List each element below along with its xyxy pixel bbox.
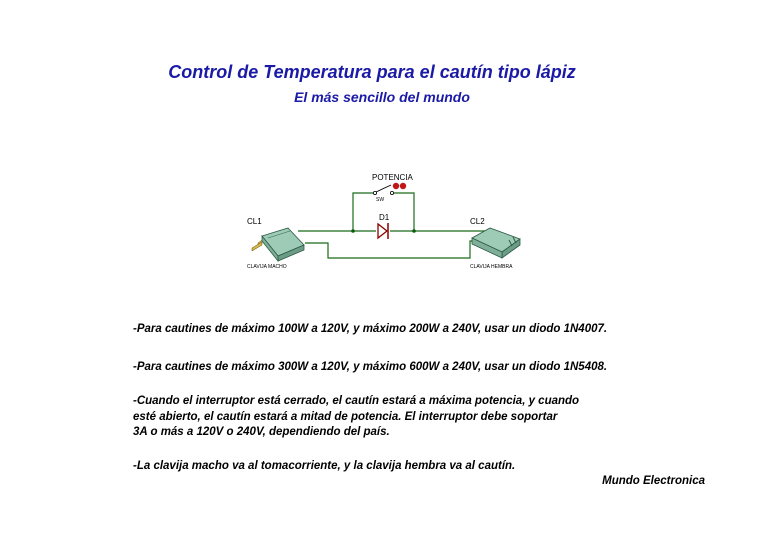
page-subtitle: El más sencillo del mundo: [294, 89, 470, 105]
switch-knob-icon: [393, 183, 399, 189]
switch-label: POTENCIA: [372, 173, 413, 182]
page-title: Control de Temperatura para el cautín tipo lápiz: [168, 62, 576, 82]
junction-node-right: [412, 229, 416, 233]
female-plug-icon: [472, 228, 520, 258]
note-switch-line-1: -Cuando el interruptor está cerrado, el cautín estará a máxima potencia, y cuando: [133, 395, 580, 407]
plug-female-caption: CLAVIJA HEMBRA: [470, 264, 513, 270]
note-switch-line-2: esté abierto, el cautín estará a mitad de potencia. El interruptor debe soportar: [133, 410, 558, 423]
plug-male-ref: CL1: [247, 217, 262, 226]
switch-sublabel: SW: [376, 197, 385, 203]
switch-knob-icon: [400, 183, 406, 189]
junction-node-left: [351, 229, 355, 233]
note-diode-1n4007: -Para cautines de máximo 100W a 120V, y máximo 200W a 240V, usar un diodo 1N4007.: [133, 323, 608, 335]
plug-male-caption: CLAVIJA MACHO: [247, 264, 287, 270]
author-signature: Mundo Electronica: [602, 475, 705, 487]
diode-d1-symbol: [378, 223, 388, 239]
note-diode-1n5408: -Para cautines de máximo 300W a 120V, y máximo 600W a 240V, usar un diodo 1N5408.: [133, 361, 608, 373]
note-plug-usage: -La clavija macho va al tomacorriente, y la clavija hembra va al cautín.: [133, 460, 516, 472]
diode-label: D1: [379, 213, 390, 222]
circuit-wires: [298, 193, 486, 258]
plug-female-ref: CL2: [470, 217, 485, 226]
note-switch-line-3: 3A o más a 120V o 240V, dependiendo del país.: [133, 426, 390, 438]
male-plug-icon: [252, 228, 304, 261]
